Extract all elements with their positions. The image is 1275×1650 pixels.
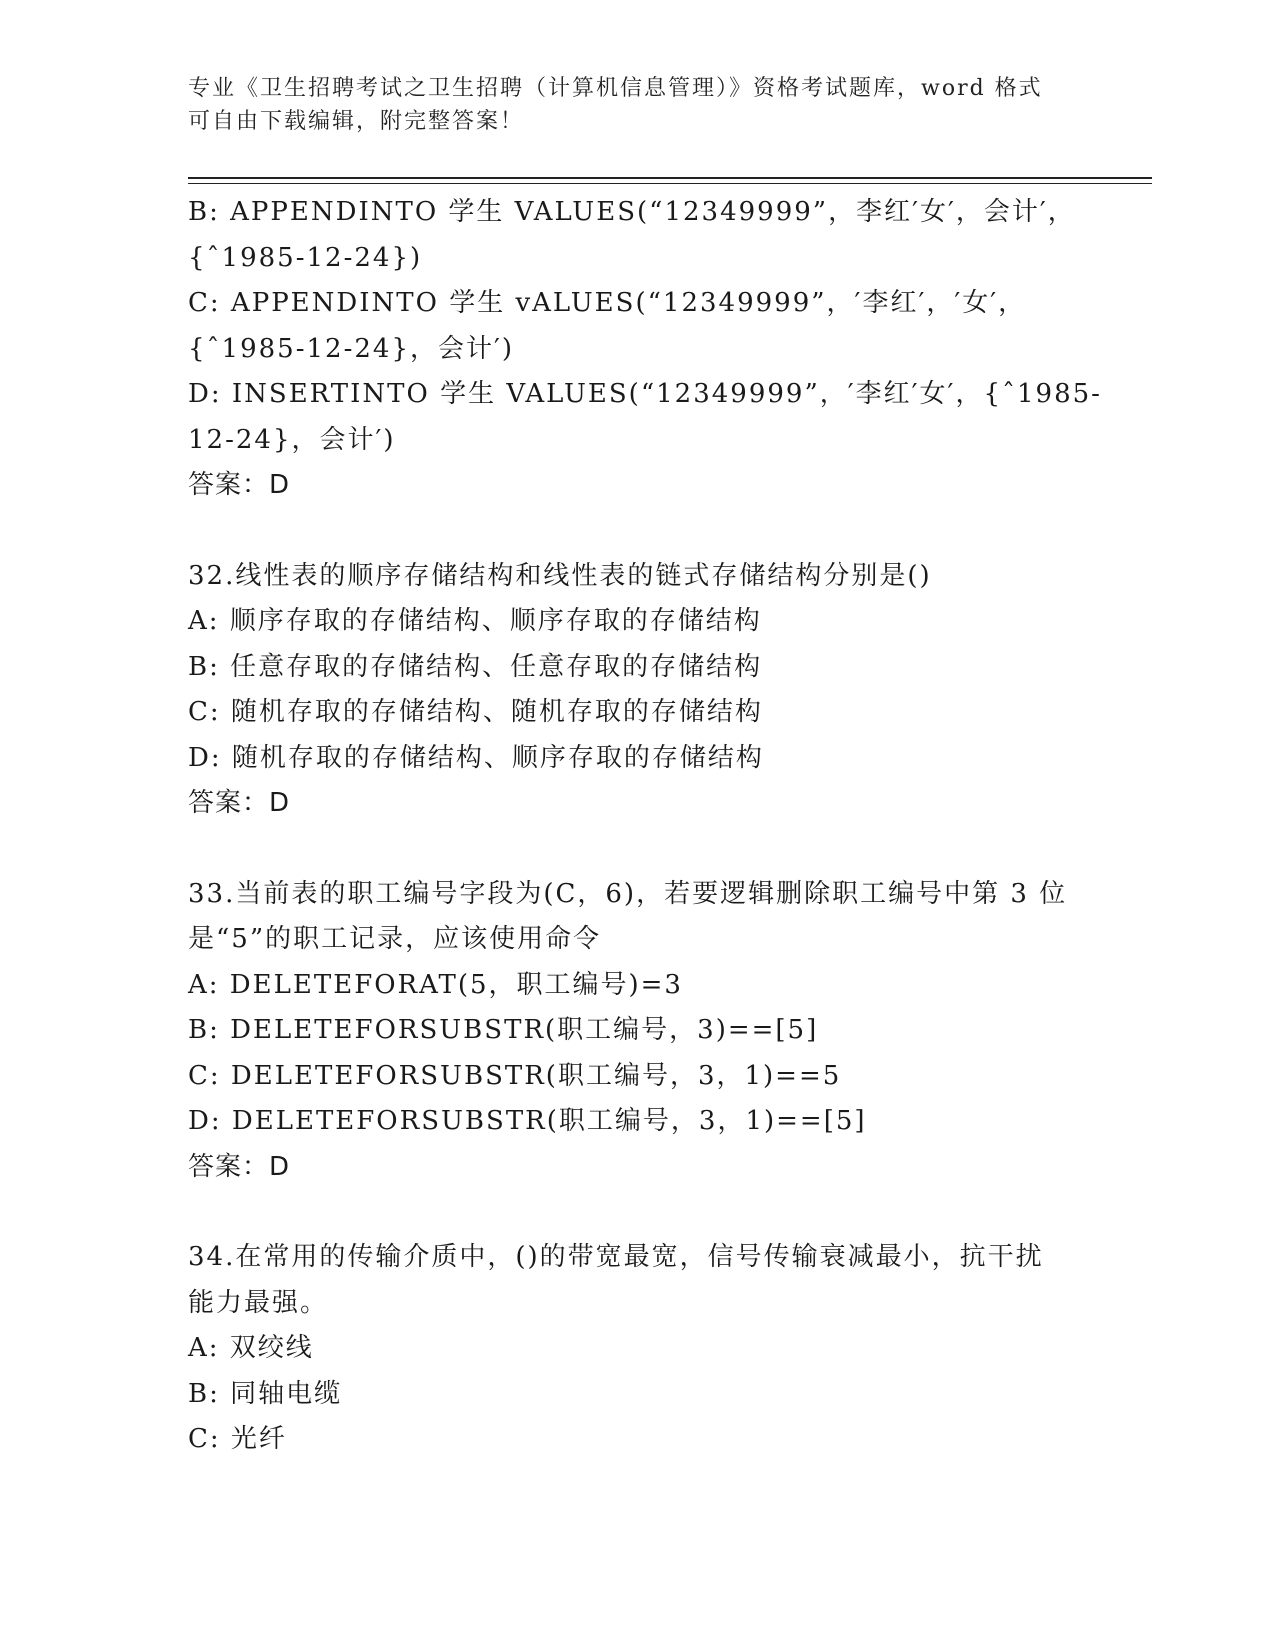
option-a: A: 顺序存取的存储结构、顺序存取的存储结构 bbox=[188, 606, 762, 636]
option-d: D: INSERTINTO 学生 VALUES(“12349999”，′李红′女′，{ˆ1985- bbox=[188, 379, 1102, 409]
option-b: B: 同轴电缆 bbox=[188, 1378, 343, 1409]
option-a: A: DELETEFORAT(5，职工编号)=3 bbox=[188, 969, 683, 1000]
question-stem: 33.当前表的职工编号字段为(C，6)，若要逻辑删除职工编号中第 3 位 bbox=[188, 878, 1068, 909]
question-31-tail bbox=[188, 190, 1108, 509]
header-rule-thin bbox=[188, 183, 1152, 184]
header-line-2: 可自由下载编辑，附完整答案！ bbox=[188, 109, 525, 134]
option-b: B: 任意存取的存储结构、任意存取的存储结构 bbox=[188, 651, 763, 682]
option-b: B: DELETEFORSUBSTR(职工编号，3)==[5] bbox=[188, 1015, 819, 1045]
option-c: C: 光纤 bbox=[188, 1424, 287, 1454]
question-stem-continued: 是“5”的职工记录，应该使用命令 bbox=[188, 924, 602, 954]
question-34 bbox=[188, 1235, 1108, 1463]
option-b: B: APPENDINTO 学生 VALUES(“12349999”，李红′女′，会计′， bbox=[188, 197, 1076, 227]
option-b-continued: {ˆ1985-12-24}) bbox=[188, 242, 423, 273]
question-33 bbox=[188, 872, 1108, 1191]
question-stem: 34.在常用的传输介质中，()的带宽最宽，信号传输衰减最小，抗干扰 bbox=[188, 1242, 1044, 1272]
document-header bbox=[188, 72, 1068, 138]
option-d-continued: 12-24}，会计′) bbox=[188, 424, 396, 455]
header-rule-thick bbox=[188, 177, 1152, 179]
answer-line: 答案：D bbox=[188, 788, 291, 818]
spacer bbox=[188, 1190, 1108, 1235]
option-d: D: DELETEFORSUBSTR(职工编号，3，1)==[5] bbox=[188, 1106, 867, 1136]
option-a: A: 双绞线 bbox=[188, 1333, 314, 1363]
option-c: C: 随机存取的存储结构、随机存取的存储结构 bbox=[188, 697, 763, 727]
answer-line: 答案：D bbox=[188, 1151, 291, 1182]
spacer bbox=[188, 827, 1108, 872]
question-32 bbox=[188, 554, 1108, 827]
spacer bbox=[188, 509, 1108, 554]
document-body bbox=[188, 190, 1108, 1463]
answer-line: 答案：D bbox=[188, 470, 291, 500]
option-d: D: 随机存取的存储结构、顺序存取的存储结构 bbox=[188, 742, 764, 773]
question-stem: 32.线性表的顺序存储结构和线性表的链式存储结构分别是() bbox=[188, 560, 932, 591]
option-c-continued: {ˆ1985-12-24}，会计′) bbox=[188, 333, 515, 364]
option-c: C: APPENDINTO 学生 vALUES(“12349999”，′李红′，′女′， bbox=[188, 288, 1027, 318]
header-line-1: 专业《卫生招聘考试之卫生招聘（计算机信息管理）》资格考试题库，word 格式 bbox=[188, 76, 1043, 101]
question-stem-continued: 能力最强。 bbox=[188, 1287, 329, 1318]
option-c: C: DELETEFORSUBSTR(职工编号，3，1)==5 bbox=[188, 1060, 842, 1091]
